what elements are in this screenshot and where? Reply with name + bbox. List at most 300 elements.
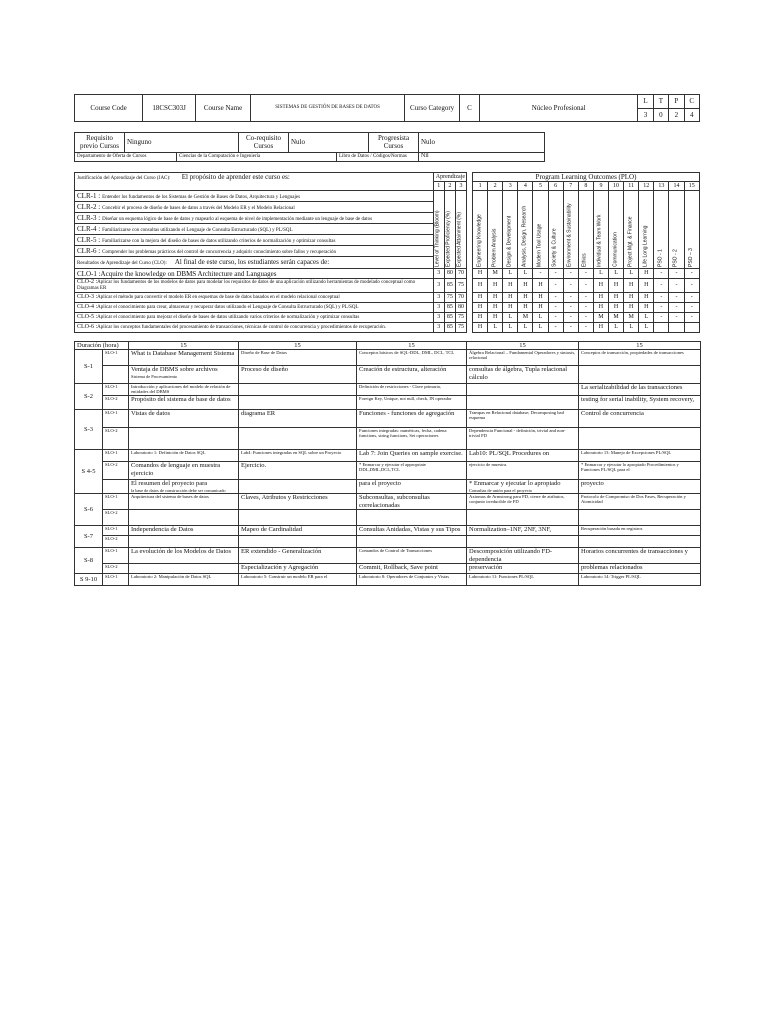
clo-plo-mapping: H [473,279,488,293]
schedule-topic [579,526,701,536]
schedule-topic [357,410,467,428]
schedule-topic [357,462,467,480]
clo-plo-mapping: - [578,322,593,332]
clr-text: Concebir el proceso de diseño de bases de datos a través del Modelo ER y el Modelo Relacional [102,205,295,211]
schedule-topic [129,526,239,536]
schedule-topic-text: Axiomas de Armstrong para FD, cierre de atributos, conjunto irreducible de FD [469,494,565,505]
schedule-topic [357,450,467,462]
clo-plo-mapping: - [533,269,548,279]
session-label: S 4-5 [75,450,103,494]
schedule-topic-text: Proceso de diseño [241,366,288,374]
plo-header-cell [563,191,578,269]
plo-header-label: PSO - 1 [657,249,664,268]
clo-prof: 85 [444,279,455,293]
clr-item [75,224,434,235]
schedule-topic [579,480,701,494]
clo-plo-mapping: H [503,292,518,302]
schedule-topic [467,450,579,462]
clo-att: 70 [455,292,466,302]
clo-plo-mapping: - [669,312,684,322]
learn-col-num: 1 [433,182,444,191]
session-label: S-8 [75,548,103,574]
slo-label: SLO-2 [103,396,129,410]
schedule-topic [579,494,701,510]
plo-header-cell [533,191,548,269]
clo-plo-mapping: - [563,302,578,312]
clr-item [75,246,434,257]
schedule-topic-text: preservación [469,564,503,572]
clo-plo-mapping: H [533,279,548,293]
slo-label: SLO-1 [103,526,129,536]
schedule-topic-text: Subconsultas, subconsultas correlacionadas [359,494,430,509]
plo-col-num: 12 [639,182,654,191]
course-name: SISTEMAS DE GESTIÓN DE BASES DE DATOS [251,95,405,122]
clo-plo-mapping: - [563,312,578,322]
schedule-topic-text: What is Database Management Sistema [131,350,235,358]
clo-item [75,292,434,302]
clo-plo-mapping: - [548,269,563,279]
schedule-topic [239,462,357,480]
schedule-topic-text: * Enmarcar y ejecutar lo apropiado Procedimientos y Funciones PL/SQL para el [581,462,679,473]
clo-level: 3 [433,279,444,293]
plo-header-label: PSO – 3 [687,248,694,268]
clr-item [75,191,434,202]
schedule-topic [357,574,467,586]
schedule-topic [239,350,357,366]
clo-prof: 80 [444,269,455,279]
schedule-topic-text: proyecto [581,480,604,488]
schedule-topic [129,574,239,586]
clo-plo-mapping: L [624,322,639,332]
slo-label [103,366,129,384]
learn-col-num: 3 [455,182,466,191]
clo-plo-mapping: - [684,279,699,293]
clr-code: CLR-3 : [77,213,101,222]
plo-col-num: 13 [654,182,669,191]
clr-code: CLR-2 : [77,202,101,211]
clo-plo-mapping: H [488,312,503,322]
schedule-extra: Consultas de unión para el proyecto [469,487,533,493]
schedule-topic-text: Comandos de Control de Transacciones [359,548,432,554]
clo-plo-mapping [684,322,699,332]
books-label: Libro de Datos / Códigos/Normas [337,152,419,161]
purpose-text: El propósito de aprender este curso es: [181,173,290,181]
schedule-topic [129,450,239,462]
spacer [466,191,472,269]
schedule-topic-text: diagrama ER [241,410,276,418]
plo-header: Program Learning Outcomes (PLO) [473,173,700,182]
schedule-topic [357,510,467,526]
clo-att: 70 [455,269,466,279]
level-header [455,191,466,269]
schedule-topic [129,548,239,564]
course-document [74,94,700,586]
clo-plo-mapping: M [609,312,624,322]
schedule-topic-text: Propósito del sistema de base de datos [131,396,231,404]
plo-header-label: Design & Development [506,215,513,268]
clo-plo-mapping: H [533,292,548,302]
clr-text: Familiarizarse con consultas utilizando el Lenguaje de Consulta Estructurado (SQL) y PL/SQL [102,227,293,233]
clo-plo-mapping: H [473,302,488,312]
clo-level: 3 [433,292,444,302]
schedule-topic [357,396,467,410]
clo-code: CLO-4 : [77,303,98,310]
slo-label: SLO-1 [103,384,129,396]
clo-plo-mapping: - [684,292,699,302]
hours-4: 15 [467,341,579,349]
clo-plo-mapping: H [518,302,533,312]
clo-plo-mapping: M [624,312,639,322]
level-header [433,191,444,269]
level-header [444,191,455,269]
schedule-topic-text: Independencia de Datos [131,526,194,534]
schedule-topic [239,536,357,548]
schedule-topic-text: ejercicio de muestra. [469,462,508,468]
clo-plo-mapping: H [639,292,654,302]
clo-plo-mapping: H [609,302,624,312]
slo-label: SLO-1 [103,410,129,428]
clo-plo-mapping: - [669,279,684,293]
schedule-topic [467,384,579,396]
schedule-topic [239,384,357,396]
clo-plo-mapping: H [624,292,639,302]
clo-plo-mapping: H [639,302,654,312]
course-code-label: Course Code [75,95,143,122]
schedule-topic-text: Especialización y Agregación [241,564,319,572]
schedule-topic-text: Funciones - funciones de agregación [359,410,455,418]
schedule-topic [239,510,357,526]
clo-plo-mapping: H [473,292,488,302]
schedule-topic [579,366,701,384]
level-header-label: Expected Proficiency (%) [445,211,452,268]
slo-label: SLO-2 [103,564,129,574]
clo-prof: 85 [444,312,455,322]
clo-code: CLO-2 : [77,279,98,286]
schedule-topic [579,574,701,586]
schedule-topic [129,410,239,428]
slo-label: SLO-2 [103,536,129,548]
clo-code: CLO-6 : [77,323,98,330]
plo-header-label: Life Long Learning [642,225,649,268]
schedule-topic-text: Vistas de datos [131,410,170,418]
prerequisites-table [74,132,545,162]
clo-plo-mapping: - [578,302,593,312]
clo-plo-mapping: - [548,292,563,302]
clo-plo-mapping: - [548,312,563,322]
schedule-topic [467,366,579,384]
clo-code: CLO-3 : [77,293,98,300]
schedule-topic [239,428,357,450]
clo-plo-mapping: H [488,292,503,302]
schedule-subnote: Sistema de Procesamiento [131,373,178,379]
clo-level: 3 [433,312,444,322]
clo-plo-mapping: - [669,269,684,279]
plo-header-label: Society & Culture [551,228,558,268]
clo-plo-mapping: H [518,279,533,293]
schedule-topic [467,536,579,548]
schedule-topic [129,510,239,526]
clo-plo-mapping: - [684,269,699,279]
clo-plo-mapping: L [639,322,654,332]
plo-col-num: 7 [563,182,578,191]
justification-label: Justificación del Aprendizaje del Curso (JAC): [77,176,171,181]
clr-item [75,202,434,213]
clr-code: CLR-4 : [77,224,101,233]
clo-plo-mapping: L [533,322,548,332]
clo-text: Aplicar los conceptos fundamentales del procesamiento de transacciones, técnicas de control de concurrencia y procedimientos de recuperación. [97,324,386,330]
clo-plo-mapping: H [503,279,518,293]
clr-code: CLR-1 : [77,191,101,200]
slo-label: SLO-1 [103,574,129,586]
clo-plo-mapping: M [488,269,503,279]
course-code: 18CSC303J [143,95,196,122]
clo-plo-mapping: L [593,269,608,279]
schedule-topic [467,462,579,480]
schedule-topic [579,350,701,366]
clo-text: Acquire the knowledge on DBMS Architecture and Languages [100,269,277,278]
clo-plo-mapping: - [578,269,593,279]
plo-header-cell [503,191,518,269]
plo-header-cell [654,191,669,269]
clo-plo-mapping: L [639,312,654,322]
plo-header-label: Engineering Knowledge [476,214,483,268]
schedule-topic [239,366,357,384]
slo-label: SLO-2 [103,428,129,450]
clo-plo-mapping: - [548,302,563,312]
clo-item [75,269,434,279]
schedule-topic-text: Diseño de Base de Datos [241,350,287,356]
schedule-topic-text: Consultas Anidadas, Vistas y sus Tipos [359,526,461,534]
schedule-topic [239,564,357,574]
clo-plo-mapping: - [654,292,669,302]
schedule-topic-text: Creación de estructura, alteración [359,366,447,374]
clo-prof: 75 [444,292,455,302]
clo-plo-mapping: - [578,292,593,302]
clo-plo-mapping: L [518,322,533,332]
results-cell [75,257,434,269]
clr-item [75,213,434,224]
clo-plo-mapping: H [624,302,639,312]
schedule-topic [357,350,467,366]
schedule-topic-text: Laboratorio 1: Definición de Datos SQL [131,450,206,456]
learning-header: Aprendizaje [433,173,466,182]
schedule-topic [239,480,357,494]
slo-label [103,480,129,494]
plo-header-label: Environment & Sustainability [566,203,573,268]
clo-plo-mapping: L [533,312,548,322]
session-label: S-7 [75,526,103,548]
schedule-topic [579,410,701,428]
schedule-topic-text: consultas de álgebra, Tupla relacional cálculo [469,366,568,381]
schedule-topic-text: Horarios concurrentes de transacciones y [581,548,688,556]
clo-text: Aplicar el método para convertir el modelo ER en esquemas de base de datos basados en el modelo relacional conceptual [97,294,340,300]
plo-col-num: 1 [473,182,488,191]
clr-code: CLR-5 : [77,235,101,244]
ltpc-value-p: 2 [669,108,684,122]
schedule-topic [129,536,239,548]
schedule-topic-text: Lab10: PL/SQL Procedures on [469,450,550,458]
clo-plo-mapping: H [473,312,488,322]
schedule-topic-text: para el proyecto [359,480,401,488]
plo-col-num: 15 [684,182,699,191]
schedule-topic [357,384,467,396]
clo-plo-mapping: H [639,279,654,293]
schedule-topic-text: Conceptos básicos de SQL-DDL, DML, DCL, TCL [359,350,455,356]
schedule-topic [129,396,239,410]
schedule-topic-text: Arquitectura del sistema de bases de datos [131,494,209,500]
clo-plo-mapping: - [684,302,699,312]
schedule-topic-text: Laboratorio 8: Operadores de Conjuntos y Vistas [359,574,449,580]
level-header-label: Expected Attainment (%) [457,212,464,268]
schedule-topic-text: Dependencia Funcional - definición, trivial and non-trivial FD [469,428,566,439]
clo-text: Aplicar el conocimiento para mejorar el diseño de bases de datos utilizando varios criterios de normalización y optimizar consultas [97,314,360,320]
clo-plo-mapping: H [609,279,624,293]
clo-plo-mapping: - [669,302,684,312]
clo-plo-mapping: H [518,292,533,302]
ltpc-value-t: 0 [653,108,668,122]
session-label: S 9-10 [75,574,103,586]
schedule-topic [467,396,579,410]
slo-label: SLO-1 [103,350,129,366]
plo-col-num: 4 [518,182,533,191]
clo-plo-mapping [669,322,684,332]
schedule-topic-text: La serializabilidad de las transacciones [581,384,683,392]
prereq-value: Ninguno [125,133,239,153]
clo-plo-mapping: - [684,312,699,322]
clo-level: 3 [433,322,444,332]
schedule-topic-text: Laboratorio 13: Manejo de Excepciones PL/SQL [581,450,672,456]
clo-plo-mapping: - [563,269,578,279]
plo-header-label: Communication [612,232,619,268]
plo-col-num: 3 [503,182,518,191]
clo-plo-mapping: - [654,312,669,322]
schedule-topic [239,574,357,586]
schedule-table [74,341,701,586]
schedule-topic-text: * Enmarcar y ejecutar lo apropiado [469,480,561,488]
schedule-topic [579,536,701,548]
clo-plo-mapping: - [563,279,578,293]
schedule-topic [579,428,701,450]
level-header-label: Level of Thinking (Bloom) [434,210,441,268]
schedule-topic-text: ER extendido - Generalización [241,548,322,556]
clo-plo-mapping: L [609,269,624,279]
session-label: S-2 [75,384,103,410]
clr-text: Familiarizarse con la mejora del diseño de bases de datos utilizando criterios de normalización y optimizar consultas [102,238,336,244]
hours-3: 15 [357,341,467,349]
schedule-topic-text: Normalization–1NF, 2NF, 3NF, [469,526,552,534]
schedule-topic [579,564,701,574]
clr-code: CLR-6 : [77,246,101,255]
results-label: Resultados de Aprendizaje del Curso (CLO): [77,261,167,267]
schedule-topic-text: Conceptos de transacción, propiedades de transacciones [581,350,684,356]
slo-label: SLO-2 [103,510,129,526]
schedule-topic [239,526,357,536]
clo-plo-mapping: L [518,269,533,279]
plo-col-num: 2 [488,182,503,191]
schedule-topic-text: La evolución de los Modelos de Datos [131,548,232,556]
books-value: Nil [419,152,545,161]
schedule-topic-text: Álgebra Relacional – Fundamental Operadores y sintaxis, relacional [469,350,576,361]
schedule-topic [357,494,467,510]
clo-plo-mapping: H [473,269,488,279]
dept-value: Ciencias de la Computación e Ingeniería [177,152,337,161]
coreq-value: Nulo [289,133,369,153]
schedule-topic-text: Control de concurrencia [581,410,644,418]
schedule-topic-text: problemas relacionados [581,564,643,572]
schedule-topic-text: Lab4: Funciones integradas en SQL sobre un Proyecto [241,450,342,456]
schedule-topic [129,428,239,450]
clo-plo-mapping: H [503,302,518,312]
schedule-topic [129,564,239,574]
coreq-label: Co-requisito Cursos [239,133,289,153]
schedule-topic [357,526,467,536]
schedule-topic [357,428,467,450]
category-code: C [460,95,480,122]
clr-item [75,235,434,246]
course-header-table [74,94,700,122]
plo-header-cell [639,191,654,269]
schedule-topic-text: Ventaja de DBMS sobre archivos [131,366,218,374]
schedule-topic-text: Claves, Atributos y Restricciones [241,494,328,502]
schedule-topic-text: Introducción y aplicaciones del modelo de relación de entidades del DBMS [131,384,231,395]
clo-plo-mapping: H [533,302,548,312]
ltpc-value-c: 4 [684,108,699,122]
clo-plo-mapping: M [518,312,533,322]
clo-plo-mapping: H [488,302,503,312]
ltpc-value-l: 3 [638,108,653,122]
clo-plo-mapping: H [473,322,488,332]
plo-header-cell [488,191,503,269]
progressive-label: Progresista Cursos [369,133,419,153]
schedule-topic-text: Comandos de lenguaje en muestra ejercicio [131,462,221,477]
schedule-topic-text: El resumen del proyecto para [131,480,208,488]
schedule-topic-text: Laboratorio 2: Manipulación de Datos SQL [131,574,212,580]
plo-header-label: PSO - 2 [672,249,679,268]
schedule-topic-text: Descomposición utilizando FD-dependencia [469,548,553,563]
clo-text: Aplicar el conocimiento para crear, almacenar y recuperar datos utilizando el Lenguaje de Consulta Estructurado (SQL) y PL/SQL [97,304,359,310]
plo-header-cell [473,191,488,269]
schedule-topic-text: Ejercicio. [241,462,267,470]
clr-text: Diseñar un esquema lógico de base de datos y mapearlo al esquema de nivel de implementación mediante un lenguaje de base de datos [102,216,373,222]
schedule-topic [467,410,579,428]
schedule-topic-text: Lab 7: Join Queries on sample exercise. [359,450,463,458]
schedule-topic [467,350,579,366]
plo-header-label: Problem Analysis [491,228,498,268]
plo-header-label: Individual & Team Work [597,214,604,268]
schedule-topic [467,480,579,494]
schedule-topic [467,574,579,586]
clo-plo-mapping: H [593,279,608,293]
session-label: S-3 [75,410,103,450]
clo-plo-mapping: - [548,279,563,293]
clo-plo-mapping: H [593,322,608,332]
schedule-topic [579,384,701,396]
clo-item [75,312,434,322]
schedule-topic-text: Protocolo de Compromiso de Dos Fases, Recuperación y Atomicidad [581,494,686,505]
clo-prof: 85 [444,322,455,332]
progressive-value: Nulo [419,133,545,153]
clo-plo-mapping: - [548,322,563,332]
schedule-topic [357,536,467,548]
clo-plo-mapping: - [654,269,669,279]
clo-item [75,279,434,293]
schedule-topic [579,510,701,526]
plo-col-num: 11 [624,182,639,191]
plo-col-num: 8 [578,182,593,191]
plo-header-label: Ethics [581,253,588,268]
schedule-topic [467,494,579,510]
clo-plo-mapping: - [654,279,669,293]
